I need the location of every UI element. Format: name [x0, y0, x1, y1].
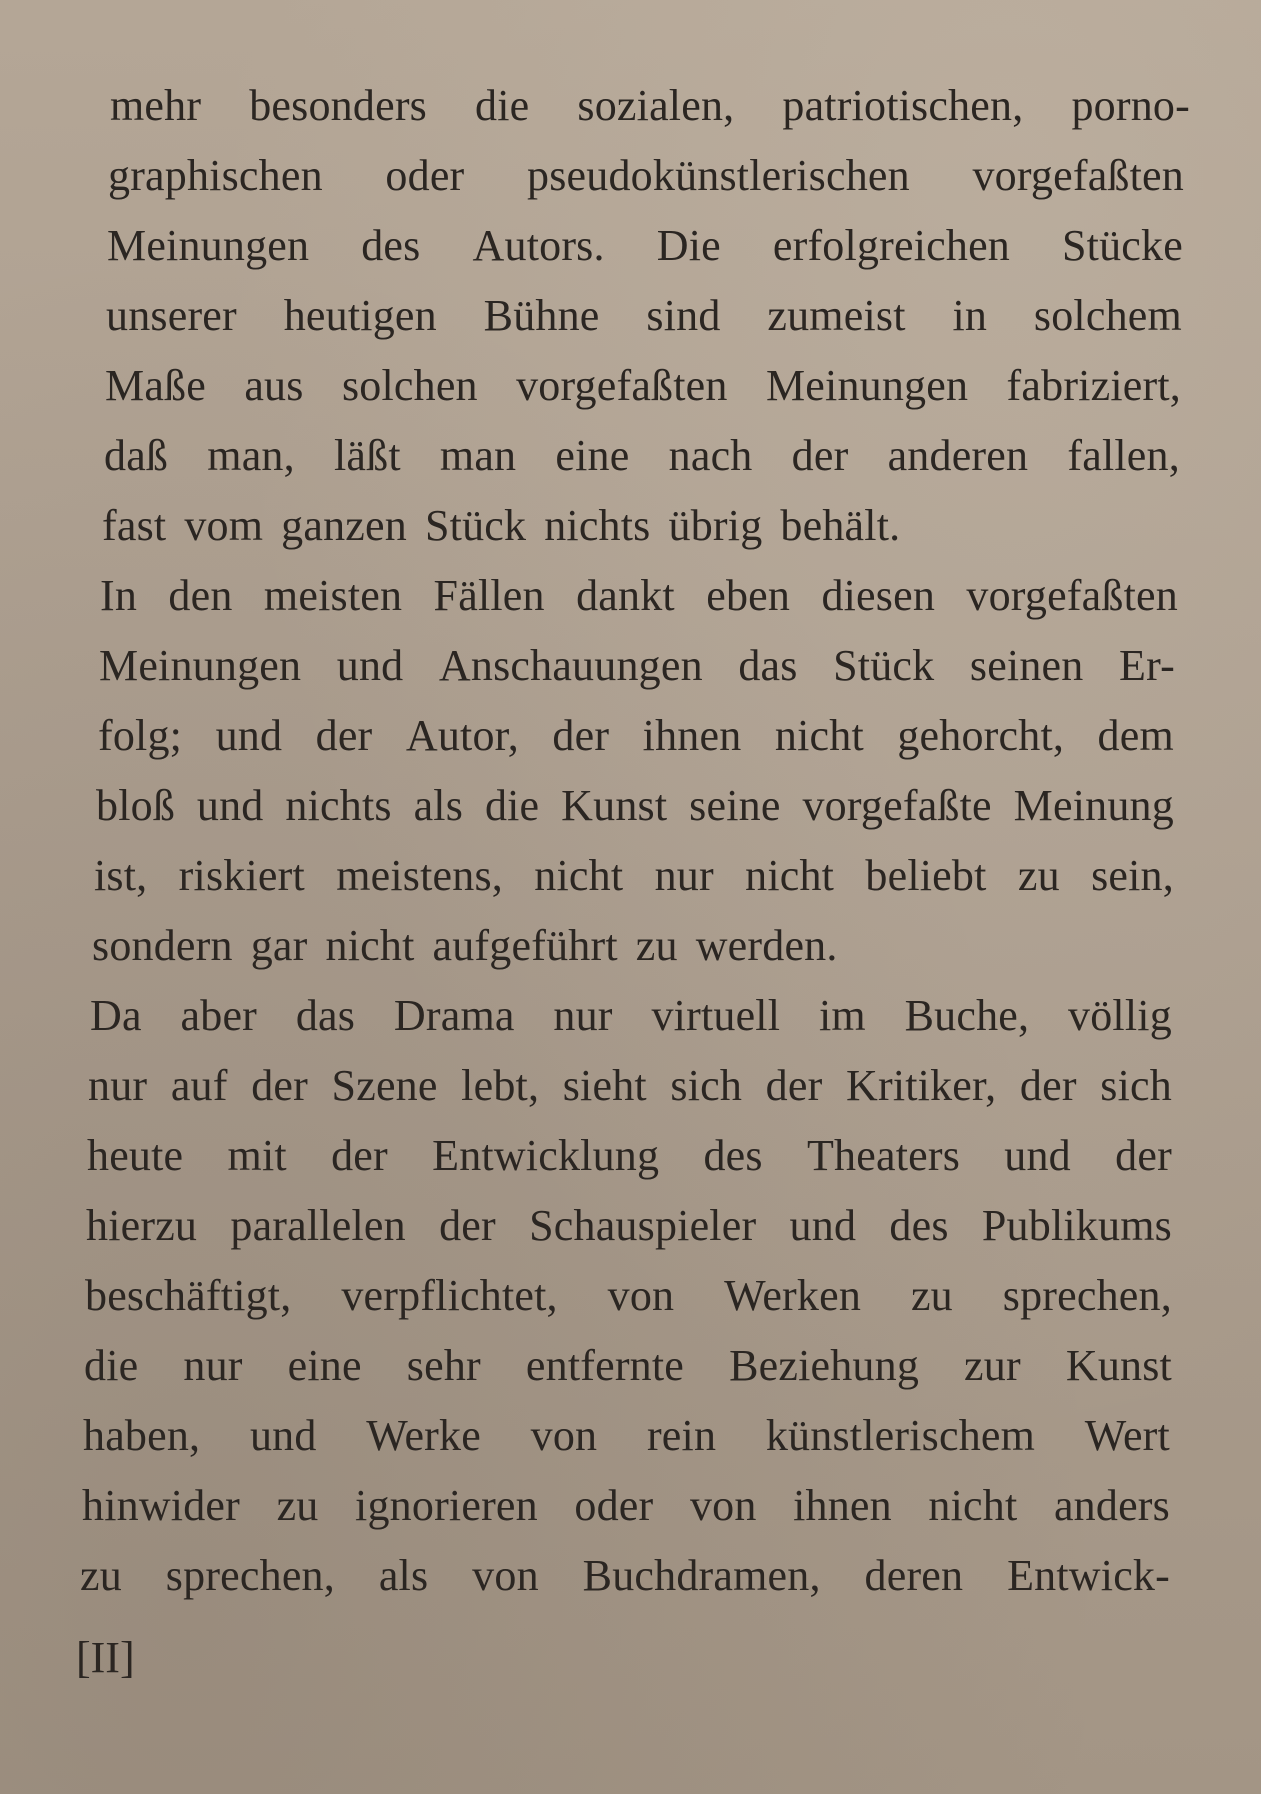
word: aber [180, 991, 258, 1040]
word: nur [553, 991, 613, 1040]
word: von [607, 1271, 675, 1320]
word: als [413, 781, 464, 830]
text-line [80, 1548, 1170, 1604]
word: haben, [83, 1411, 201, 1460]
text-line [106, 288, 1182, 344]
word: erfolgreichen [772, 221, 1010, 270]
word: fallen, [1067, 431, 1180, 480]
word: ist, [94, 851, 148, 900]
word: Theaters [806, 1131, 961, 1180]
word: patriotischen, [782, 81, 1024, 130]
word: Entwick- [1007, 1551, 1170, 1600]
word: nur [88, 1061, 148, 1110]
word: zur [964, 1341, 1021, 1390]
word: Maße [105, 361, 206, 410]
word: Meinung [1013, 781, 1174, 830]
text-line [96, 778, 1174, 834]
word: vorgefaßte [802, 781, 992, 830]
word: fast [102, 501, 167, 550]
word: der [1115, 1131, 1172, 1180]
word: sprechen, [1002, 1271, 1172, 1320]
word: werden. [695, 921, 838, 970]
text-line [85, 1268, 1172, 1324]
word: der [1019, 1061, 1077, 1110]
word: oder [385, 151, 465, 200]
word: Buche, [904, 991, 1030, 1040]
text-line [100, 568, 1178, 624]
text-line [90, 988, 1172, 1044]
word: zu [80, 1551, 122, 1600]
word: vorgefaßten [972, 151, 1184, 200]
word: ihnen [793, 1481, 892, 1530]
word: daß [104, 431, 169, 480]
word: Anschauungen [438, 641, 703, 690]
word: ihnen [642, 711, 742, 760]
word: nur [183, 1341, 243, 1390]
word: ganzen [281, 501, 407, 550]
word: folg; [98, 711, 183, 760]
word: hierzu [86, 1201, 198, 1250]
word: Meinungen [99, 641, 302, 690]
word: des [703, 1131, 763, 1180]
word: sich [670, 1061, 743, 1110]
word: Beziehung [729, 1341, 920, 1390]
word: Da [90, 991, 142, 1040]
word: zu [635, 921, 678, 970]
word: von [530, 1411, 598, 1460]
word: Buchdramen, [582, 1551, 821, 1600]
word: nichts [544, 501, 651, 550]
word: Stücke [1062, 221, 1183, 270]
word: die [484, 781, 540, 830]
word: sich [1100, 1061, 1172, 1110]
word: Autors. [472, 221, 605, 270]
word: dankt [576, 571, 675, 620]
word: der [251, 1061, 308, 1110]
word: in [952, 291, 988, 340]
word: die [84, 1341, 139, 1390]
word: fabriziert, [1006, 361, 1181, 410]
word: dem [1097, 711, 1174, 760]
text-line [84, 1338, 1172, 1394]
word: solchem [1033, 291, 1182, 340]
word: pseudokünstlerischen [527, 151, 910, 200]
word: nach [668, 431, 753, 480]
text-line [86, 1198, 1172, 1254]
word: gehorcht, [897, 711, 1065, 760]
word: porno- [1071, 81, 1190, 130]
word: und [789, 1201, 857, 1250]
word: verpflichtet, [341, 1271, 558, 1320]
word: virtuell [651, 991, 781, 1040]
word: gar [250, 921, 308, 970]
word: nicht [774, 711, 864, 760]
word: nichts [285, 781, 392, 830]
word: sprechen, [165, 1551, 335, 1600]
word: diesen [821, 571, 936, 620]
word: und [249, 1411, 317, 1460]
word: völlig [1068, 991, 1172, 1040]
text-line [82, 1478, 1170, 1534]
word: im [818, 991, 866, 1040]
word: läßt [333, 431, 401, 480]
word: mehr [110, 81, 202, 130]
word: eben [706, 571, 791, 620]
text-line [99, 638, 1175, 694]
word: sozialen, [577, 81, 735, 130]
word: anderen [887, 431, 1029, 480]
word: aufgeführt [432, 921, 618, 970]
word: beliebt [865, 851, 987, 900]
word: zumeist [767, 291, 906, 340]
word: vorgefaßten [966, 571, 1178, 620]
word: sein, [1091, 851, 1174, 900]
word: das [738, 641, 798, 690]
word: solchen [341, 361, 478, 410]
word: Meinungen [765, 361, 969, 410]
text-line [83, 1408, 1170, 1464]
word: heutigen [283, 291, 437, 340]
text-line [94, 848, 1174, 904]
text-line [88, 1058, 1172, 1114]
text-line [108, 148, 1184, 204]
word: meistens, [336, 851, 503, 900]
word: sind [646, 291, 721, 340]
word: behält. [780, 501, 901, 550]
word: der [331, 1131, 388, 1180]
word: man, [207, 431, 295, 480]
word: Meinungen [107, 221, 310, 270]
word: als [378, 1551, 429, 1600]
word: und [336, 641, 404, 690]
word: Fällen [433, 571, 545, 620]
word: eine [555, 431, 630, 480]
word: graphischen [108, 151, 323, 200]
word: das [295, 991, 356, 1040]
word: In [100, 571, 138, 620]
page-number: [II] [76, 1633, 135, 1682]
word: Schauspieler [529, 1201, 757, 1250]
word: nicht [928, 1481, 1018, 1530]
word: zu [1017, 851, 1060, 900]
word: rein [646, 1411, 717, 1460]
text-line [102, 498, 1178, 554]
text-line [107, 218, 1183, 274]
word: der [552, 711, 610, 760]
word: parallelen [230, 1201, 406, 1250]
word: Szene [331, 1061, 438, 1110]
word: mit [227, 1131, 287, 1180]
word: zu [910, 1271, 953, 1320]
word: deren [864, 1551, 964, 1600]
word: Werke [366, 1411, 481, 1460]
text-line [105, 358, 1181, 414]
word: man [439, 431, 517, 480]
word: Drama [393, 991, 515, 1040]
word: eine [287, 1341, 362, 1390]
word: Die [656, 221, 721, 270]
word: Autor, [405, 711, 519, 760]
word: nur [654, 851, 714, 900]
word: des [361, 221, 421, 270]
word: Kunst [561, 781, 668, 830]
word: Stück [833, 641, 935, 690]
word: auf [170, 1061, 228, 1110]
word: nicht [325, 921, 415, 970]
word: entfernte [525, 1341, 685, 1390]
word: der [439, 1201, 496, 1250]
word: sondern [92, 921, 233, 970]
text-line [98, 708, 1174, 764]
word: übrig [668, 501, 763, 550]
word: beschäftigt, [85, 1271, 292, 1320]
word: sieht [562, 1061, 647, 1110]
word: die [475, 81, 530, 130]
word: riskiert [178, 851, 305, 900]
word: und [215, 711, 283, 760]
text-line [110, 78, 1190, 134]
word: Entwicklung [432, 1131, 660, 1180]
word: Er- [1119, 641, 1175, 690]
text-line [87, 1128, 1172, 1184]
word: der [791, 431, 849, 480]
word: nicht [534, 851, 624, 900]
word: nicht [745, 851, 835, 900]
word: anders [1053, 1481, 1170, 1530]
text-line [92, 918, 1172, 974]
word: Publikums [981, 1201, 1172, 1250]
word: der [765, 1061, 823, 1110]
word: künstlerischem [765, 1411, 1036, 1460]
word: seinen [969, 641, 1084, 690]
word: vorgefaßten [516, 361, 728, 410]
word: bloß [96, 781, 176, 830]
word: lebt, [461, 1061, 540, 1110]
word: Wert [1084, 1411, 1170, 1460]
word: seine [689, 781, 781, 830]
word: besonders [249, 81, 427, 130]
word: Werken [724, 1271, 862, 1320]
word: des [889, 1201, 949, 1250]
word: Kunst [1065, 1341, 1172, 1390]
word: Bühne [483, 291, 600, 340]
word: Kritiker, [846, 1061, 997, 1110]
word: unserer [106, 291, 237, 340]
word: heute [87, 1131, 184, 1180]
word: hinwider [82, 1481, 241, 1530]
word: von [472, 1551, 539, 1600]
word: ignorieren [355, 1481, 538, 1530]
word: den [168, 571, 233, 620]
text-line [104, 428, 1180, 484]
word: aus [244, 361, 304, 410]
word: der [315, 711, 373, 760]
word: oder [574, 1481, 654, 1530]
word: meisten [263, 571, 403, 620]
word: und [1004, 1131, 1071, 1180]
word: Stück [424, 501, 527, 550]
word: von [689, 1481, 757, 1530]
word: und [196, 781, 264, 830]
word: vom [184, 501, 264, 550]
word: sehr [406, 1341, 481, 1390]
word: zu [276, 1481, 319, 1530]
